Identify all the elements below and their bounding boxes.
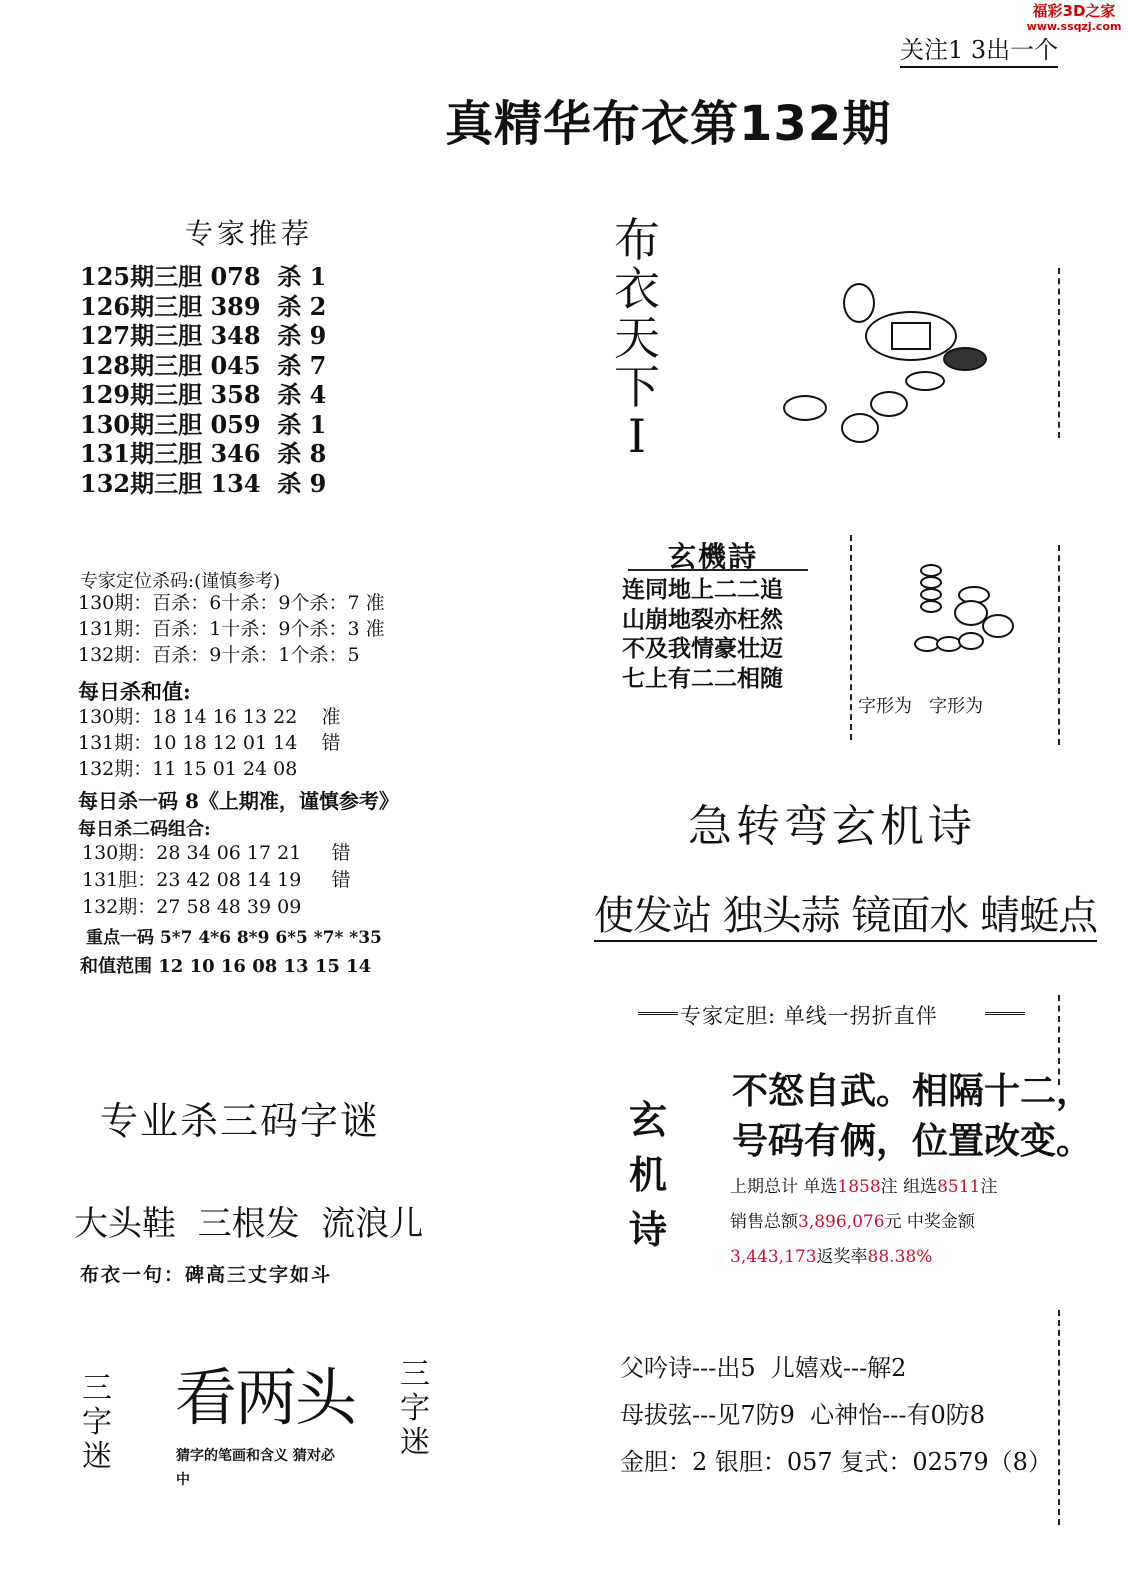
shape-oval-7 <box>783 395 827 421</box>
watermark-url: www.ssqzj.com <box>1026 20 1122 33</box>
buyi-char-1: 布 <box>614 213 660 267</box>
stats-line-2 <box>730 1205 997 1240</box>
dingdan-rule-right <box>985 1012 1025 1015</box>
stats-2c: 元 中奖金额 <box>884 1212 975 1232</box>
urgent-line: 使发站 独头蒜 镜面水 蜻蜓点 <box>594 892 1097 942</box>
xuanji-poem-line: 山崩地裂亦枉然 <box>622 605 783 633</box>
expert-heading: 专家推荐 <box>185 217 314 250</box>
shape-rect-inner <box>891 322 931 350</box>
buyi-char-2: 衣 <box>614 262 660 316</box>
expert-list <box>80 262 326 498</box>
two-kill-heading: 每日杀二码组合: <box>78 819 211 840</box>
one-kill: 每日杀一码 8《上期准，谨慎参考》 <box>78 789 399 813</box>
position-kill-row: 132期：百杀：9十杀：1个杀：5 <box>78 644 360 666</box>
expert-row: 129期三胆 358 杀 4 <box>80 380 327 409</box>
stats-1b: 1858 <box>837 1177 881 1197</box>
dingdan-side-2: 机 <box>628 1152 667 1197</box>
bottom-right-line: 父吟诗---出5 儿嬉戏---解2 <box>620 1354 907 1382</box>
buyi-char-4: 下 <box>614 360 660 414</box>
sum-kill-heading: 每日杀和值: <box>78 679 191 704</box>
stats-3c: 88.38% <box>867 1247 933 1267</box>
top-right-note: 关注1 3出一个 <box>900 30 1058 68</box>
shape-oval-5 <box>870 391 908 417</box>
right-dashed-edge-3 <box>1058 1310 1060 1525</box>
stats-1a: 上期总计 单选 <box>730 1177 838 1197</box>
sum-kill-row: 130期：18 14 16 13 22 准 <box>78 706 341 728</box>
stats-3a: 3,443,173 <box>730 1247 817 1267</box>
xuanji-poem-lines <box>622 575 783 693</box>
expert-row: 125期三胆 078 杀 1 <box>80 262 327 291</box>
right-dashed-edge-1 <box>1058 268 1060 438</box>
riddle-side-right-1: 三 <box>400 1357 430 1392</box>
dingdan-heading: 专家定胆: 单线一拐折直伴 <box>680 1004 938 1028</box>
stats-2a: 销售总额 <box>730 1212 798 1232</box>
expert-row: 126期三胆 389 杀 2 <box>80 291 327 321</box>
xuanji-poem-line: 不及我情豪壮迈 <box>622 635 783 662</box>
stats-3b: 返奖率 <box>816 1247 868 1267</box>
expert-row: 132期三胆 134 杀 9 <box>80 468 327 498</box>
two-kill-row: 130期：28 34 06 17 21 错 <box>82 842 351 864</box>
buyi-char-5: I <box>627 409 647 463</box>
riddle-side-right <box>398 1358 432 1460</box>
dingdan-rule-left <box>638 1012 678 1015</box>
riddle-center: 看两头 <box>175 1361 356 1434</box>
xuanji-poem-line: 七上有二二相随 <box>622 664 783 692</box>
riddle-note: 猜字的笔画和含义 猜对必中 <box>176 1448 335 1488</box>
shape-oval-6 <box>841 413 879 443</box>
shape-figure-large <box>775 275 1005 455</box>
bottom-right-line: 母拔弦---见7防9 心神怡---有0防8 <box>620 1401 985 1429</box>
shape-oval-4 <box>905 371 945 391</box>
page-title: 真精华布衣第132期 <box>445 96 892 152</box>
small-oval-4 <box>920 600 942 613</box>
stats-line-1 <box>730 1170 997 1205</box>
riddle-sentence: 布衣一句：碑高三丈字如斗 <box>80 1264 333 1286</box>
two-kill-list <box>82 840 351 921</box>
stats-line-3 <box>730 1240 997 1275</box>
watermark-site: 福彩3D之家 <box>1032 2 1116 20</box>
shape-caption: 字形为 字形为 <box>858 696 984 717</box>
expert-row: 130期三胆 059 杀 1 <box>80 409 327 439</box>
poem-box-left-edge <box>850 535 852 740</box>
position-kill-row: 131期：百杀：1十杀：9个杀：3 准 <box>78 618 385 640</box>
watermark <box>1022 4 1126 32</box>
two-kill-row: 132期：27 58 48 39 09 <box>82 896 302 918</box>
dingdan-poem-line-1: 不怒自武。相隔十二， <box>732 1070 1093 1112</box>
riddle-side-left-1: 三 <box>82 1371 112 1406</box>
riddle-side-left-3: 迷 <box>82 1439 112 1474</box>
sum-kill-list <box>78 704 340 782</box>
dingdan-poem <box>732 1066 1092 1166</box>
stats-1c: 注 组选 <box>880 1177 938 1197</box>
dingdan-side-3: 诗 <box>628 1207 667 1252</box>
dingdan-side <box>628 1092 668 1257</box>
position-kill-row: 130期：百杀：6十杀：9个杀：7 准 <box>78 592 385 614</box>
dingdan-side-1: 玄 <box>628 1097 667 1142</box>
bottom-right-lines <box>620 1345 1052 1486</box>
riddle-heading: 专业杀三码字谜 <box>100 1099 381 1143</box>
sum-range: 和值范围 12 10 16 08 13 15 14 <box>80 956 372 977</box>
small-oval-7 <box>982 614 1014 638</box>
position-kill-list <box>78 590 385 668</box>
stats-1e: 注 <box>980 1177 998 1197</box>
riddle-side-right-2: 字 <box>400 1391 430 1426</box>
buyi-vertical-title <box>612 213 662 463</box>
shape-oval-1 <box>843 283 875 323</box>
riddle-words: 大头鞋 三根发 流浪儿 <box>74 1204 424 1244</box>
bottom-right-line: 金胆：2 银胆：057 复式：02579（8） <box>620 1448 1052 1476</box>
sum-kill-row: 132期：11 15 01 24 08 <box>78 758 298 780</box>
stats-1d: 8511 <box>937 1177 981 1197</box>
riddle-side-left-2: 字 <box>82 1405 112 1440</box>
riddle-side-left <box>80 1372 114 1474</box>
key-code: 重点一码 5*7 4*6 8*9 6*5 *7* *35 <box>86 928 382 948</box>
riddle-side-right-3: 迷 <box>400 1425 430 1460</box>
buyi-char-3: 天 <box>614 311 660 365</box>
dingdan-stats <box>730 1170 997 1275</box>
two-kill-row: 131胆：23 42 08 14 19 错 <box>82 869 351 891</box>
expert-row: 128期三胆 045 杀 7 <box>80 350 327 380</box>
poem-box-right-edge <box>1058 545 1060 745</box>
dingdan-poem-line-2: 号码有俩，位置改变。 <box>732 1120 1093 1162</box>
urgent-heading: 急转弯玄机诗 <box>688 801 976 852</box>
shape-figure-small <box>910 560 1020 655</box>
shape-oval-3 <box>943 347 987 371</box>
expert-row: 131期三胆 346 杀 8 <box>80 439 327 468</box>
sum-kill-row: 131期：10 18 12 01 14 错 <box>78 732 341 754</box>
xuanji-underline <box>628 569 808 571</box>
expert-row: 127期三胆 348 杀 9 <box>80 321 327 350</box>
stats-2b: 3,896,076 <box>798 1212 885 1232</box>
xuanji-poem-line: 连同地上二二追 <box>622 576 783 603</box>
small-oval-10 <box>958 632 984 650</box>
xuanji-heading: 玄機詩 <box>668 540 759 573</box>
position-kill-heading: 专家定位杀码:(谨慎参考) <box>80 571 281 592</box>
